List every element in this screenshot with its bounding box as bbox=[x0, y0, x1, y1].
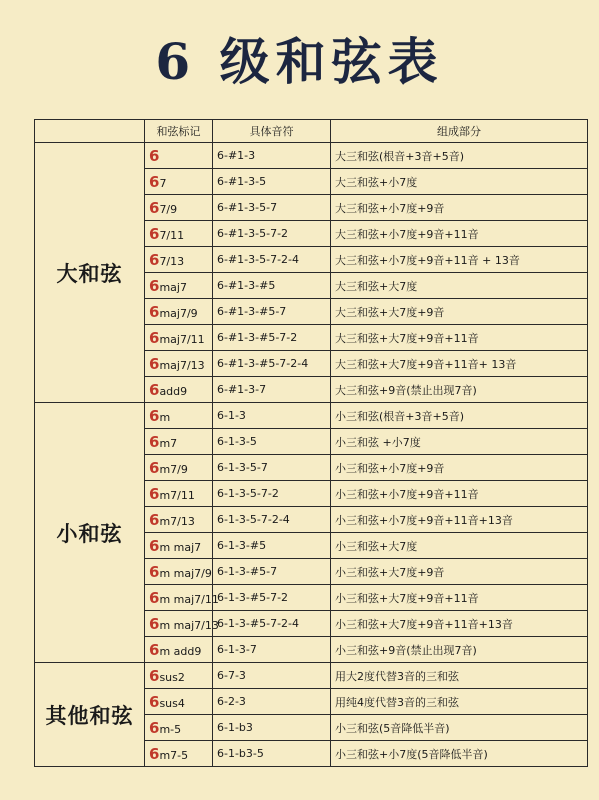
chord-suffix: add9 bbox=[159, 384, 188, 398]
chord-suffix: 7/13 bbox=[159, 254, 185, 268]
chord-degree: 6 bbox=[149, 432, 160, 451]
chord-composition: 大三和弦+9音(禁止出现7音) bbox=[331, 377, 588, 403]
chord-symbol bbox=[145, 169, 213, 195]
chord-suffix: m7 bbox=[159, 436, 178, 450]
chord-composition: 小三和弦 +小7度 bbox=[331, 429, 588, 455]
chord-degree: 6 bbox=[149, 562, 160, 581]
chord-suffix: m maj7/9 bbox=[159, 566, 212, 580]
chord-degree: 6 bbox=[149, 718, 160, 737]
chord-symbol bbox=[145, 507, 213, 533]
chord-degree: 6 bbox=[149, 250, 160, 269]
chord-composition: 小三和弦+大7度+9音+11音+13音 bbox=[331, 611, 588, 637]
chord-degree: 6 bbox=[149, 354, 160, 373]
header-row bbox=[35, 120, 588, 143]
chord-degree: 6 bbox=[149, 588, 160, 607]
chord-symbol bbox=[145, 351, 213, 377]
chord-symbol bbox=[145, 195, 213, 221]
chord-notes: 6-1-3-#5-7-2-4 bbox=[213, 611, 331, 637]
chord-notes: 6-#1-3-#5 bbox=[213, 273, 331, 299]
chord-symbol bbox=[145, 143, 213, 169]
chord-composition: 用大2度代替3音的三和弦 bbox=[331, 663, 588, 689]
chord-notes: 6-1-3-#5-7-2 bbox=[213, 585, 331, 611]
chord-notes: 6-1-3-5 bbox=[213, 429, 331, 455]
chord-suffix: m maj7/13 bbox=[159, 618, 219, 632]
chord-degree: 6 bbox=[149, 328, 160, 347]
chord-composition: 小三和弦+小7度(5音降低半音) bbox=[331, 741, 588, 767]
chord-symbol bbox=[145, 715, 213, 741]
chord-suffix: maj7/11 bbox=[159, 332, 205, 346]
chord-suffix: maj7/9 bbox=[159, 306, 198, 320]
chord-notes: 6-1-3-#5-7 bbox=[213, 559, 331, 585]
chord-symbol bbox=[145, 585, 219, 611]
chord-degree: 6 bbox=[149, 146, 160, 165]
chord-symbol bbox=[145, 325, 213, 351]
chord-degree: 6 bbox=[149, 224, 160, 243]
table-row bbox=[35, 143, 588, 169]
chord-composition: 小三和弦+大7度+9音 bbox=[331, 559, 588, 585]
chord-degree: 6 bbox=[149, 614, 160, 633]
group-label: 大和弦 bbox=[35, 143, 145, 403]
chord-degree: 6 bbox=[149, 380, 160, 399]
chord-degree: 6 bbox=[149, 510, 160, 529]
chord-composition: 大三和弦+大7度+9音+11音+ 13音 bbox=[331, 351, 588, 377]
chord-symbol bbox=[145, 429, 213, 455]
chord-suffix: m7/11 bbox=[159, 488, 195, 502]
chord-degree: 6 bbox=[149, 536, 160, 555]
chord-suffix: m maj7 bbox=[159, 540, 202, 554]
chord-composition: 大三和弦(根音+3音+5音) bbox=[331, 143, 588, 169]
chord-degree: 6 bbox=[149, 692, 160, 711]
group-label: 小和弦 bbox=[35, 403, 145, 663]
chord-suffix: sus4 bbox=[159, 696, 185, 710]
chord-notes: 6-1-3-7 bbox=[213, 637, 331, 663]
chord-composition: 大三和弦+大7度+9音+11音 bbox=[331, 325, 588, 351]
chord-notes: 6-1-b3 bbox=[213, 715, 331, 741]
group-label: 其他和弦 bbox=[35, 663, 145, 767]
chord-degree: 6 bbox=[149, 172, 160, 191]
chord-composition: 大三和弦+小7度+9音+11音 + 13音 bbox=[331, 247, 588, 273]
chord-suffix: maj7 bbox=[159, 280, 187, 294]
chord-suffix: sus2 bbox=[159, 670, 185, 684]
chord-notes: 6-1-3-#5 bbox=[213, 533, 331, 559]
chord-suffix: m7-5 bbox=[159, 748, 189, 762]
chord-degree: 6 bbox=[149, 640, 160, 659]
chord-notes: 6-#1-3-#5-7-2 bbox=[213, 325, 331, 351]
chord-degree: 6 bbox=[149, 198, 160, 217]
chord-composition: 用纯4度代替3音的三和弦 bbox=[331, 689, 588, 715]
header-notes: 具体音符 bbox=[213, 120, 331, 143]
chord-symbol bbox=[145, 689, 213, 715]
chord-symbol bbox=[145, 481, 213, 507]
chord-notes: 6-2-3 bbox=[213, 689, 331, 715]
chord-degree: 6 bbox=[149, 406, 160, 425]
table-row bbox=[35, 403, 588, 429]
chord-symbol bbox=[145, 299, 213, 325]
chord-notes: 6-#1-3 bbox=[213, 143, 331, 169]
chord-table bbox=[34, 119, 588, 767]
chord-degree: 6 bbox=[149, 458, 160, 477]
chord-notes: 6-#1-3-5-7-2 bbox=[213, 221, 331, 247]
chord-symbol bbox=[145, 637, 213, 663]
chord-degree: 6 bbox=[149, 276, 160, 295]
chord-suffix: 7/11 bbox=[159, 228, 185, 242]
chord-notes: 6-1-3-5-7 bbox=[213, 455, 331, 481]
chord-notes: 6-#1-3-#5-7 bbox=[213, 299, 331, 325]
chord-degree: 6 bbox=[149, 666, 160, 685]
chord-composition: 大三和弦+大7度+9音 bbox=[331, 299, 588, 325]
chord-composition: 小三和弦+9音(禁止出现7音) bbox=[331, 637, 588, 663]
chord-notes: 6-#1-3-5 bbox=[213, 169, 331, 195]
chord-suffix: 7 bbox=[159, 176, 167, 190]
chord-composition: 小三和弦+大7度 bbox=[331, 533, 588, 559]
table-row bbox=[35, 663, 588, 689]
chord-symbol bbox=[145, 221, 213, 247]
chord-composition: 小三和弦(5音降低半音) bbox=[331, 715, 588, 741]
chord-composition: 小三和弦+小7度+9音+11音+13音 bbox=[331, 507, 588, 533]
chord-suffix: m7/9 bbox=[159, 462, 188, 476]
chord-composition: 大三和弦+小7度+9音+11音 bbox=[331, 221, 588, 247]
chord-symbol bbox=[145, 559, 213, 585]
chord-suffix: m bbox=[159, 410, 171, 424]
chord-suffix: m add9 bbox=[159, 644, 202, 658]
chord-notes: 6-#1-3-5-7-2-4 bbox=[213, 247, 331, 273]
chord-symbol bbox=[145, 403, 213, 429]
header-group bbox=[35, 120, 145, 143]
chord-symbol bbox=[145, 741, 213, 767]
chord-suffix: m maj7/11 bbox=[159, 592, 219, 606]
chord-notes: 6-#1-3-#5-7-2-4 bbox=[213, 351, 331, 377]
chord-composition: 小三和弦+小7度+9音 bbox=[331, 455, 588, 481]
chord-symbol bbox=[145, 663, 213, 689]
chord-suffix: m7/13 bbox=[159, 514, 195, 528]
chord-suffix: maj7/13 bbox=[159, 358, 205, 372]
header-composition: 组成部分 bbox=[331, 120, 588, 143]
chord-symbol bbox=[145, 377, 213, 403]
chord-notes: 6-#1-3-5-7 bbox=[213, 195, 331, 221]
chord-notes: 6-1-3-5-7-2 bbox=[213, 481, 331, 507]
chord-symbol bbox=[145, 611, 219, 637]
chord-symbol bbox=[145, 273, 213, 299]
chord-notes: 6-#1-3-7 bbox=[213, 377, 331, 403]
chord-composition: 小三和弦(根音+3音+5音) bbox=[331, 403, 588, 429]
chord-suffix: m-5 bbox=[159, 722, 182, 736]
chord-degree: 6 bbox=[149, 744, 160, 763]
chord-notes: 6-1-3 bbox=[213, 403, 331, 429]
chord-symbol bbox=[145, 247, 213, 273]
chord-composition: 大三和弦+小7度+9音 bbox=[331, 195, 588, 221]
header-symbol: 和弦标记 bbox=[145, 120, 213, 143]
chord-notes: 6-1-3-5-7-2-4 bbox=[213, 507, 331, 533]
chord-notes: 6-7-3 bbox=[213, 663, 331, 689]
chord-composition: 大三和弦+大7度 bbox=[331, 273, 588, 299]
chord-composition: 小三和弦+大7度+9音+11音 bbox=[331, 585, 588, 611]
chord-composition: 大三和弦+小7度 bbox=[331, 169, 588, 195]
chord-composition: 小三和弦+小7度+9音+11音 bbox=[331, 481, 588, 507]
chord-degree: 6 bbox=[149, 484, 160, 503]
chord-suffix: 7/9 bbox=[159, 202, 178, 216]
chord-symbol bbox=[145, 533, 213, 559]
chord-symbol bbox=[145, 455, 213, 481]
chord-notes: 6-1-b3-5 bbox=[213, 741, 331, 767]
chord-degree: 6 bbox=[149, 302, 160, 321]
page-title: 6 级和弦表 bbox=[155, 32, 444, 91]
